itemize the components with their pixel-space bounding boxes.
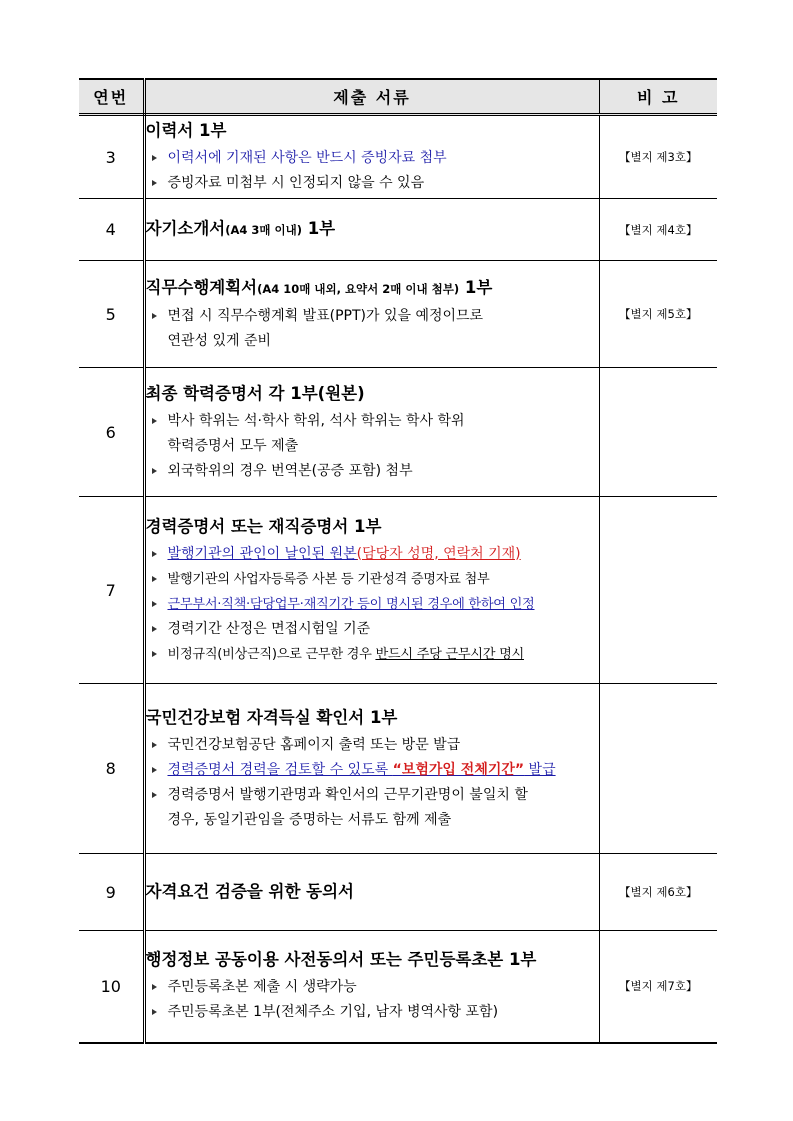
row-number: 5 xyxy=(79,261,144,368)
bullet-triangle-icon xyxy=(152,792,157,798)
header-note: 비 고 xyxy=(599,79,717,115)
row-note: 【별지 제5호】 xyxy=(619,307,698,321)
doc-title: 경력증명서 또는 재직증명서 1부 xyxy=(145,516,382,536)
row-docs xyxy=(144,261,599,368)
row-note: 【별지 제6호】 xyxy=(619,885,698,899)
row-docs xyxy=(144,684,599,854)
doc-title: 행정정보 공동이용 사전동의서 또는 주민등록초본 1부 xyxy=(145,950,537,970)
doc-title: 최종 학력증명서 각 1부(원본) xyxy=(145,383,365,403)
row-number: 10 xyxy=(79,931,144,1043)
row-docs xyxy=(144,368,599,497)
row-number: 3 xyxy=(79,115,144,199)
doc-title: 직무수행계획서(A4 10매 내외, 요약서 2매 이내 첨부) 1부 xyxy=(145,277,493,297)
table-row xyxy=(79,115,717,199)
row-note: 【별지 제7호】 xyxy=(619,979,698,994)
bullet-triangle-icon xyxy=(152,418,157,424)
row-docs xyxy=(144,854,599,931)
table-row xyxy=(79,199,717,261)
list-item: 주민등록초본 1부(전체주소 기입, 남자 병역사항 포함) xyxy=(146,1000,599,1025)
row-note xyxy=(599,497,717,684)
doc-title: 국민건강보험 자격득실 확인서 1부 xyxy=(145,707,398,727)
row-note: 【별지 제3호】 xyxy=(619,150,698,164)
row-number: 7 xyxy=(79,497,144,684)
list-item: 비정규직(비상근직)으로 근무한 경우 반드시 주당 근무시간 명시 xyxy=(146,642,599,667)
row-number: 6 xyxy=(79,368,144,497)
bullet-triangle-icon xyxy=(152,626,157,632)
table-row xyxy=(79,931,717,1043)
list-item: 발행기관의 사업자등록증 사본 등 기관성격 증명자료 첨부 xyxy=(146,567,599,592)
row-docs xyxy=(144,115,599,199)
bullet-triangle-icon xyxy=(152,468,157,474)
list-item: 경력기간 산정은 면접시험일 기준 xyxy=(146,617,599,642)
list-item: 증빙자료 미첨부 시 인정되지 않을 수 있음 xyxy=(146,171,599,196)
list-item: 근무부서·직책·담당업무·재직기간 등이 명시된 경우에 한하여 인정 xyxy=(146,592,599,617)
list-item: 발행기관의 관인이 날인된 원본(담당자 성명, 연락처 기재) xyxy=(146,542,599,567)
bullet-triangle-icon xyxy=(152,651,157,657)
list-item: 박사 학위는 석·학사 학위, 석사 학위는 학사 학위 학력증명서 모두 제출 xyxy=(146,409,599,459)
bullet-triangle-icon xyxy=(152,313,157,319)
row-number: 4 xyxy=(79,199,144,261)
bullet-triangle-icon xyxy=(152,180,157,186)
header-docs: 제출 서류 xyxy=(144,79,599,115)
bullet-triangle-icon xyxy=(152,742,157,748)
list-item: 국민건강보험공단 홈페이지 출력 또는 방문 발급 xyxy=(146,733,599,758)
table-row xyxy=(79,497,717,684)
table-row xyxy=(79,684,717,854)
row-note xyxy=(599,368,717,497)
list-item: 이력서에 기재된 사항은 반드시 증빙자료 첨부 xyxy=(146,146,599,171)
row-docs xyxy=(144,497,599,684)
doc-title: 자기소개서(A4 3매 이내) 1부 xyxy=(145,219,336,238)
row-number: 9 xyxy=(79,854,144,931)
bullet-triangle-icon xyxy=(152,767,157,773)
list-item: 주민등록초본 제출 시 생략가능 xyxy=(146,975,599,1000)
row-note xyxy=(599,684,717,854)
list-item: 경력증명서 경력을 검토할 수 있도록 “보험가입 전체기간” 발급 xyxy=(146,758,599,783)
bullet-triangle-icon xyxy=(152,551,157,557)
table-row xyxy=(79,854,717,931)
doc-title: 이력서 1부 xyxy=(145,121,227,140)
header-no: 연번 xyxy=(79,79,144,115)
bullet-triangle-icon xyxy=(152,576,157,582)
row-number: 8 xyxy=(79,684,144,854)
table-header-row xyxy=(79,79,717,115)
bullet-triangle-icon xyxy=(152,984,157,990)
list-item: 경력증명서 발행기관명과 확인서의 근무기관명이 불일치 할 경우, 동일기관임을 증명하는 서류도 함께 제출 xyxy=(146,783,599,833)
list-item: 외국학위의 경우 번역본(공증 포함) 첨부 xyxy=(146,459,599,484)
bullet-triangle-icon xyxy=(152,155,157,161)
submission-documents-table xyxy=(79,78,717,1044)
table-row xyxy=(79,368,717,497)
list-item: 면접 시 직무수행계획 발표(PPT)가 있을 예정이므로 연관성 있게 준비 xyxy=(146,304,599,354)
row-docs xyxy=(144,931,599,1043)
bullet-triangle-icon xyxy=(152,601,157,607)
row-note: 【별지 제4호】 xyxy=(619,222,698,237)
row-docs xyxy=(144,199,599,261)
table-row xyxy=(79,261,717,368)
doc-title: 자격요건 검증을 위한 동의서 xyxy=(145,882,355,901)
bullet-triangle-icon xyxy=(152,1009,157,1015)
